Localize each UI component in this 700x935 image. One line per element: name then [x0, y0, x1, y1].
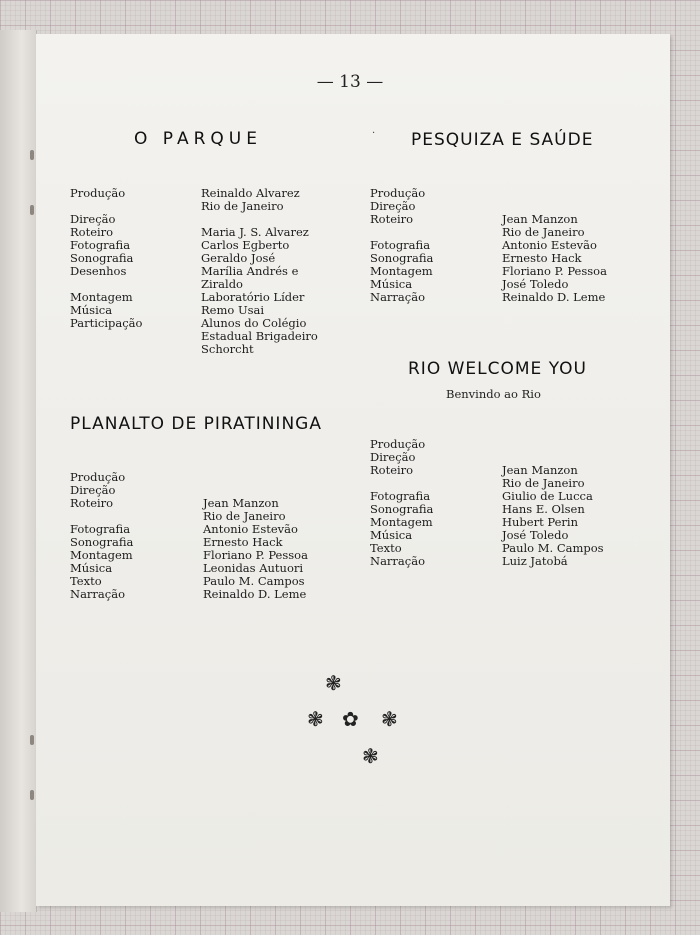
credit-name: Estadual Brigadeiro	[201, 329, 318, 343]
staple-hole	[30, 790, 34, 800]
credit-role: Roteiro	[370, 212, 414, 226]
credits-pesquiza-e-saude	[370, 187, 660, 304]
credit-role: Narração	[370, 290, 425, 304]
credit-name: Leonidas Autuori	[203, 561, 304, 575]
credit-name: Hans E. Olsen	[502, 502, 585, 516]
credits-rio-welcome-you	[370, 438, 660, 568]
credit-name: Paulo M. Campos	[203, 574, 305, 588]
credit-name: José Toledo	[502, 277, 569, 291]
credit-name: Antonio Estevão	[203, 522, 298, 536]
credit-name: Schorcht	[201, 342, 254, 356]
credit-role: Música	[70, 561, 113, 575]
credit-role: Sonografia	[70, 251, 134, 265]
credit-name: Paulo M. Campos	[502, 541, 604, 555]
credit-role: Sonografia	[370, 251, 434, 265]
flower-ornament-icon: ❃	[362, 744, 379, 768]
credit-name: Maria J. S. Alvarez	[201, 225, 309, 239]
credit-name: Rio de Janeiro	[502, 476, 585, 490]
credit-name: Rio de Janeiro	[203, 509, 286, 523]
credit-name: Rio de Janeiro	[502, 225, 585, 239]
credit-role: Produção	[370, 186, 426, 200]
credit-role: Sonografia	[370, 502, 434, 516]
credit-name: Remo Usai	[201, 303, 265, 317]
flower-ornament-icon: ❃	[325, 671, 342, 695]
booklet-spine	[0, 30, 37, 912]
staple-hole	[30, 735, 34, 745]
credit-role: Fotografia	[370, 489, 431, 503]
credit-name: Jean Manzon	[203, 496, 279, 510]
section-title-planalto-de-piratininga: PLANALTO DE PIRATININGA	[70, 414, 322, 434]
credit-name: Reinaldo D. Leme	[203, 587, 307, 601]
credit-role: Texto	[70, 574, 102, 588]
section-title-o-parque: O PARQUE	[134, 129, 262, 149]
credit-name: Carlos Egberto	[201, 238, 290, 252]
credit-name: Ernesto Hack	[203, 535, 283, 549]
credit-role: Roteiro	[70, 496, 114, 510]
credit-role: Direção	[70, 483, 116, 497]
credit-role: Texto	[370, 541, 402, 555]
credit-role: Roteiro	[370, 463, 414, 477]
credit-role: Música	[370, 277, 413, 291]
credit-role: Produção	[370, 437, 426, 451]
credit-role: Narração	[70, 587, 125, 601]
section-title-pesquiza-e-saude: PESQUIZA E SAÚDE	[411, 130, 594, 150]
page-number: — 13 —	[316, 72, 384, 92]
credit-role: Montagem	[370, 264, 433, 278]
credit-name: Laboratório Líder	[201, 290, 305, 304]
credit-name: Marília Andrés e	[201, 264, 299, 278]
credit-role: Música	[70, 303, 113, 317]
credit-name: Geraldo José	[201, 251, 276, 265]
credit-row	[70, 343, 360, 356]
credit-name: Jean Manzon	[502, 463, 578, 477]
credit-name: Jean Manzon	[502, 212, 578, 226]
credit-role: Sonografia	[70, 535, 134, 549]
section-subtitle-benvindo-ao-rio: Benvindo ao Rio	[446, 387, 541, 401]
credit-role: Direção	[370, 450, 416, 464]
credit-name: Antonio Estevão	[502, 238, 597, 252]
credit-name: Rio de Janeiro	[201, 199, 284, 213]
credit-name: Alunos do Colégio	[201, 316, 307, 330]
page-mark: ·	[372, 128, 376, 139]
credit-name: Hubert Perin	[502, 515, 578, 529]
credit-role: Produção	[70, 470, 126, 484]
credits-o-parque	[70, 187, 360, 356]
credit-role: Fotografia	[70, 238, 131, 252]
credit-role: Fotografia	[370, 238, 431, 252]
credit-name: Floriano P. Pessoa	[502, 264, 607, 278]
credit-name: Reinaldo Alvarez	[201, 186, 300, 200]
credit-role: Narração	[370, 554, 425, 568]
credit-role: Fotografia	[70, 522, 131, 536]
credit-role: Montagem	[70, 548, 133, 562]
credit-role: Roteiro	[70, 225, 114, 239]
credit-role: Direção	[70, 212, 116, 226]
flower-center-icon: ✿	[342, 707, 359, 731]
section-title-rio-welcome-you: RIO WELCOME YOU	[408, 359, 587, 379]
credit-name: Floriano P. Pessoa	[203, 548, 308, 562]
credits-planalto-de-piratininga	[70, 471, 360, 601]
credit-name: Giulio de Lucca	[502, 489, 593, 503]
credit-role: Participação	[70, 316, 143, 330]
credit-name: Ziraldo	[201, 277, 243, 291]
flower-ornament-icon: ❃	[381, 707, 398, 731]
credit-role: Montagem	[70, 290, 133, 304]
staple-hole	[30, 205, 34, 215]
credit-name: Ernesto Hack	[502, 251, 582, 265]
credit-role: Montagem	[370, 515, 433, 529]
credit-role: Produção	[70, 186, 126, 200]
credit-name: Luiz Jatobá	[502, 554, 568, 568]
credit-name: Reinaldo D. Leme	[502, 290, 606, 304]
staple-hole	[30, 150, 34, 160]
credit-name: José Toledo	[502, 528, 569, 542]
credit-role: Desenhos	[70, 264, 127, 278]
credit-role: Música	[370, 528, 413, 542]
credit-row	[70, 588, 360, 601]
flower-ornament-icon: ❃	[307, 707, 324, 731]
credit-row	[370, 555, 660, 568]
credit-role: Direção	[370, 199, 416, 213]
credit-row	[370, 291, 660, 304]
